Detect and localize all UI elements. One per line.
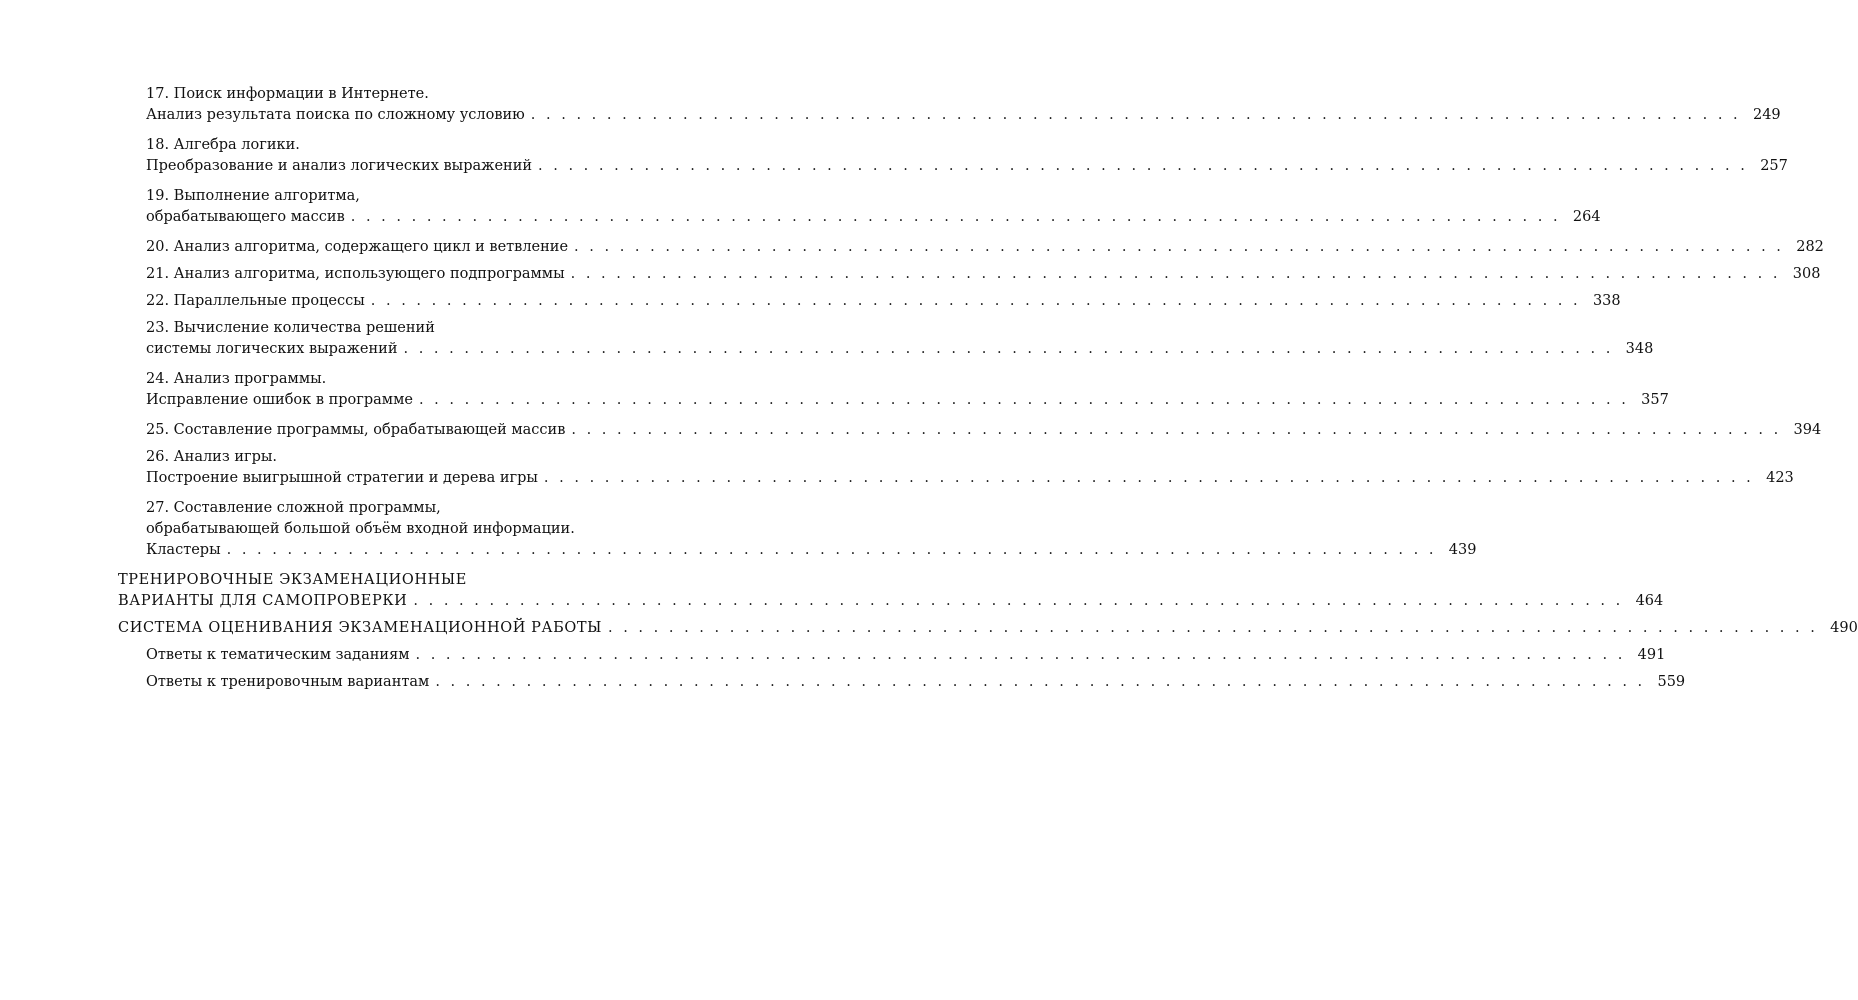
page-number: 491	[1637, 647, 1666, 663]
toc-entry-title-line: 22. Параллельные процессы	[146, 293, 365, 309]
page-number: 257	[1760, 158, 1788, 174]
toc-entry-title-line: 25. Составление программы, обрабатывающей массив	[146, 422, 566, 438]
toc-entry[interactable]	[0, 570, 1664, 612]
page-number: 357	[1641, 392, 1669, 408]
toc-entry-title-line: СИСТЕМА ОЦЕНИВАНИЯ ЭКЗАМЕНАЦИОННОЙ РАБОТЫ	[118, 620, 602, 636]
dot-leader: . . . . . . . . . . . . . . . . . . . . . . . . . . . . . . . . . . . . . . . . . . . . . . . . . . . . . . . . . . . . . . . . . . . . . . . . . . . . . . . .	[413, 593, 1624, 609]
page-number: 348	[1625, 341, 1654, 357]
toc-entry-title-line: 26. Анализ игры.	[146, 449, 278, 465]
page-number: 249	[1752, 107, 1781, 123]
page-number: 490	[1830, 620, 1858, 636]
dot-leader: . . . . . . . . . . . . . . . . . . . . . . . . . . . . . . . . . . . . . . . . . . . . . . . . . . . . . . . . . . . . . . . . . . . . . . . . . . . . . . . .	[530, 107, 1741, 123]
toc-entry[interactable]	[0, 84, 1781, 126]
page-number: 559	[1657, 674, 1686, 690]
dot-leader: . . . . . . . . . . . . . . . . . . . . . . . . . . . . . . . . . . . . . . . . . . . . . . . . . . . . . . . . . . . . . . . . . . . . . . . . . . . . . . . .	[418, 392, 1629, 408]
dot-leader: . . . . . . . . . . . . . . . . . . . . . . . . . . . . . . . . . . . . . . . . . . . . . . . . . . . . . . . . . . . . . . . . . . . . . . . . . . . . . . . .	[226, 542, 1437, 558]
dot-leader: . . . . . . . . . . . . . . . . . . . . . . . . . . . . . . . . . . . . . . . . . . . . . . . . . . . . . . . . . . . . . . . . . . . . . . . . . . . . . . . .	[538, 158, 1748, 174]
page-number: 338	[1592, 293, 1621, 309]
toc-entry-title-line: 19. Выполнение алгоритма,	[146, 188, 360, 204]
page-number: 464	[1635, 593, 1664, 609]
dot-leader: . . . . . . . . . . . . . . . . . . . . . . . . . . . . . . . . . . . . . . . . . . . . . . . . . . . . . . . . . . . . . . . . . . . . . . . . . . . . . . . .	[574, 239, 1784, 255]
dot-leader: . . . . . . . . . . . . . . . . . . . . . . . . . . . . . . . . . . . . . . . . . . . . . . . . . . . . . . . . . . . . . . . . . . . . . . . . . . . . . . . .	[350, 209, 1561, 225]
dot-leader: . . . . . . . . . . . . . . . . . . . . . . . . . . . . . . . . . . . . . . . . . . . . . . . . . . . . . . . . . . . . . . . . . . . . . . . . . . . . . . . .	[415, 647, 1626, 663]
toc-entry[interactable]	[0, 135, 1788, 177]
toc-entry-title-line: Анализ результата поиска по сложному условию	[146, 107, 525, 123]
toc-entry-title-line: 23. Вычисление количества решений	[146, 320, 435, 336]
toc-entry-title-line: обрабатывающего массив	[146, 209, 345, 225]
toc-entry[interactable]	[0, 291, 1621, 312]
table-of-contents	[0, 78, 1858, 693]
toc-entry[interactable]	[0, 672, 1686, 693]
toc-entry[interactable]	[0, 645, 1666, 666]
toc-entry-title-line: ВАРИАНТЫ ДЛЯ САМОПРОВЕРКИ	[118, 593, 408, 609]
toc-entry[interactable]	[0, 264, 1821, 285]
toc-entry-title-line: Исправление ошибок в программе	[146, 392, 413, 408]
toc-entry-title-line: 20. Анализ алгоритма, содержащего цикл и ветвление	[146, 239, 569, 255]
dot-leader: . . . . . . . . . . . . . . . . . . . . . . . . . . . . . . . . . . . . . . . . . . . . . . . . . . . . . . . . . . . . . . . . . . . . . . . . . . . . . . . .	[403, 341, 1614, 357]
page-number: 423	[1766, 470, 1794, 486]
toc-entry[interactable]	[0, 447, 1794, 489]
dot-leader: . . . . . . . . . . . . . . . . . . . . . . . . . . . . . . . . . . . . . . . . . . . . . . . . . . . . . . . . . . . . . . . . . . . . . . . . . . . . . . . .	[608, 620, 1818, 636]
toc-entry-title-line: 18. Алгебра логики.	[146, 137, 300, 153]
toc-entry-title-line: Кластеры	[146, 542, 221, 558]
toc-entry-title-line: ТРЕНИРОВОЧНЫЕ ЭКЗАМЕНАЦИОННЫЕ	[118, 572, 467, 588]
page-number: 308	[1792, 266, 1821, 282]
dot-leader: . . . . . . . . . . . . . . . . . . . . . . . . . . . . . . . . . . . . . . . . . . . . . . . . . . . . . . . . . . . . . . . . . . . . . . . . . . . . . . . .	[571, 422, 1782, 438]
toc-entry[interactable]	[0, 369, 1669, 411]
toc-entry[interactable]	[0, 186, 1601, 228]
toc-entry-title-line: 27. Составление сложной программы,	[146, 500, 441, 516]
toc-entry-title-line: Ответы к тематическим заданиям	[146, 647, 410, 663]
toc-entry-title-line: Ответы к тренировочным вариантам	[146, 674, 430, 690]
page-number: 282	[1796, 239, 1824, 255]
toc-entry-title-line: обрабатывающей большой объём входной информации.	[146, 521, 575, 537]
toc-entry[interactable]	[0, 420, 1822, 441]
toc-entry-title-line: 24. Анализ программы.	[146, 371, 327, 387]
dot-leader: . . . . . . . . . . . . . . . . . . . . . . . . . . . . . . . . . . . . . . . . . . . . . . . . . . . . . . . . . . . . . . . . . . . . . . . . . . . . . . . .	[570, 266, 1781, 282]
dot-leader: . . . . . . . . . . . . . . . . . . . . . . . . . . . . . . . . . . . . . . . . . . . . . . . . . . . . . . . . . . . . . . . . . . . . . . . . . . . . . . . .	[370, 293, 1581, 309]
page-number: 439	[1448, 542, 1477, 558]
toc-entry[interactable]	[0, 318, 1654, 360]
toc-entry[interactable]	[0, 498, 1477, 561]
toc-entry-title-line: 21. Анализ алгоритма, использующего подпрограммы	[146, 266, 565, 282]
toc-entry-title-line: Преобразование и анализ логических выражений	[146, 158, 533, 174]
page-number: 264	[1572, 209, 1601, 225]
toc-entry-title-line: 17. Поиск информации в Интернете.	[146, 86, 429, 102]
dot-leader: . . . . . . . . . . . . . . . . . . . . . . . . . . . . . . . . . . . . . . . . . . . . . . . . . . . . . . . . . . . . . . . . . . . . . . . . . . . . . . . .	[435, 674, 1646, 690]
toc-entry[interactable]	[0, 618, 1858, 639]
dot-leader: . . . . . . . . . . . . . . . . . . . . . . . . . . . . . . . . . . . . . . . . . . . . . . . . . . . . . . . . . . . . . . . . . . . . . . . . . . . . . . . .	[543, 470, 1754, 486]
toc-entry[interactable]	[0, 237, 1824, 258]
toc-entry-title-line: системы логических выражений	[146, 341, 398, 357]
page-number: 394	[1793, 422, 1822, 438]
toc-entry-title-line: Построение выигрышной стратегии и дерева игры	[146, 470, 538, 486]
